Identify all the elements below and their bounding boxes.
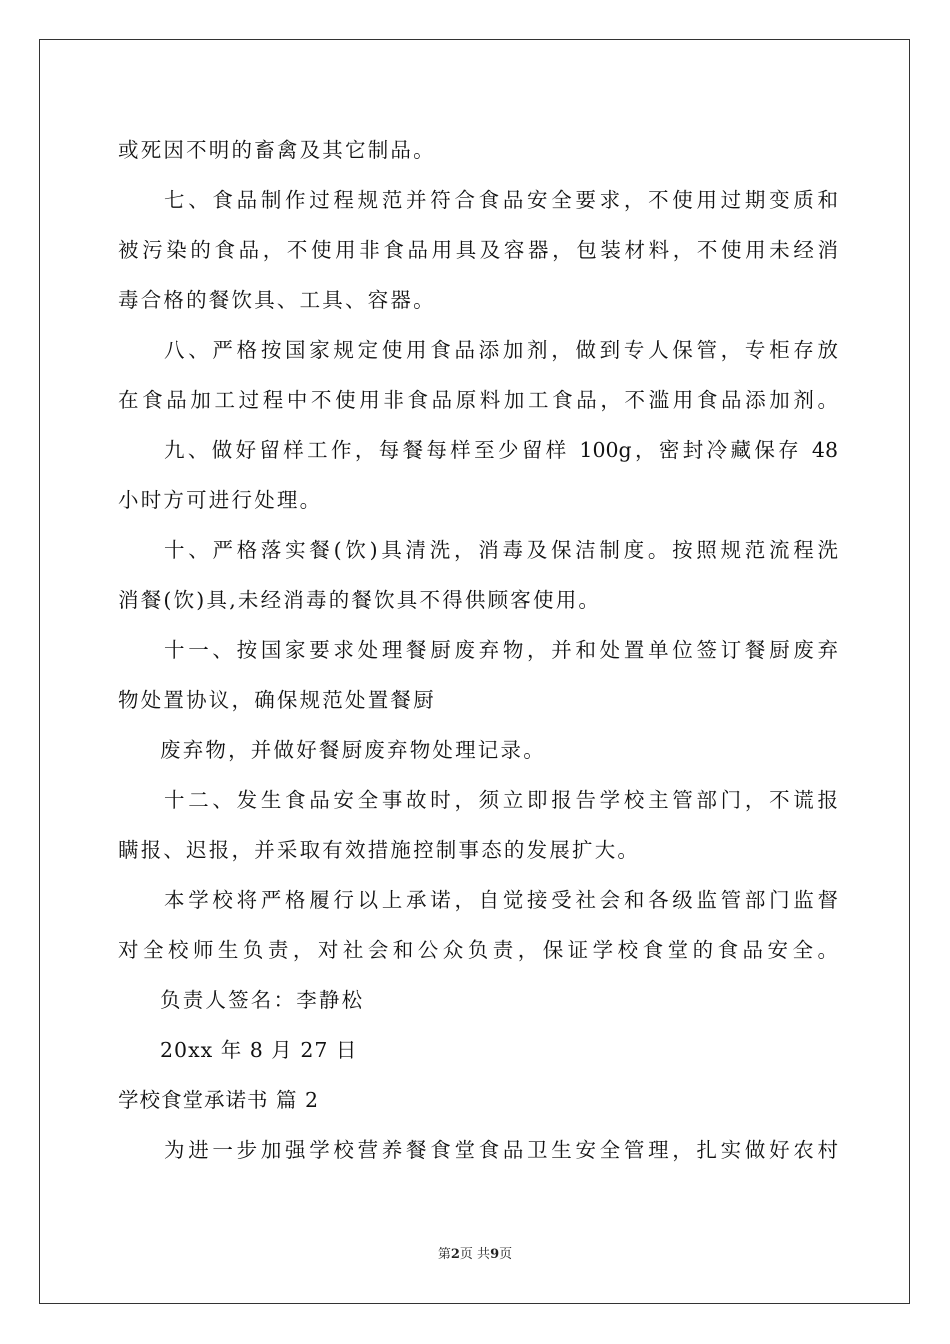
text-line: 废弃物，并做好餐厨废弃物处理记录。 (160, 738, 546, 762)
footer-label: 第 (437, 1247, 451, 1262)
page-footer (0, 1246, 950, 1264)
footer-label: 页 共 (459, 1247, 491, 1262)
text-line: 被污染的食品，不使用非食品用具及容器，包装材料，不使用未经消 (118, 238, 838, 262)
text-line: 物处置协议，确保规范处置餐厨 (118, 688, 436, 712)
text-line: 消餐(饮)具,未经消毒的餐饮具不得供顾客使用。 (118, 588, 602, 612)
text-line: 小时方可进行处理。 (118, 488, 323, 512)
footer-label: 页 (499, 1247, 513, 1262)
text-line: 八、严格按国家规定使用食品添加剂，做到专人保管，专柜存放 (164, 338, 838, 362)
date-line: 20xx 年 8 月 27 日 (160, 1038, 358, 1062)
text-line: 在食品加工过程中不使用非食品原料加工食品，不滥用食品添加剂。 (118, 388, 838, 412)
text-line: 十一、按国家要求处理餐厨废弃物，并和处置单位签订餐厨废弃 (164, 638, 838, 662)
text-line: 毒合格的餐饮具、工具、容器。 (118, 288, 436, 312)
text-line: 十、严格落实餐(饮)具清洗，消毒及保洁制度。按照规范流程洗 (164, 538, 838, 562)
text-line: 或死因不明的畜禽及其它制品。 (118, 138, 436, 162)
page-number: 2 (450, 1247, 460, 1262)
signature-line: 负责人签名：李静松 (160, 988, 365, 1012)
text-line: 十二、发生食品安全事故时，须立即报告学校主管部门，不谎报 (164, 788, 838, 812)
section-heading: 学校食堂承诺书 篇 2 (118, 1088, 320, 1112)
text-line: 瞒报、迟报，并采取有效措施控制事态的发展扩大。 (118, 838, 641, 862)
text-line: 本学校将严格履行以上承诺，自觉接受社会和各级监管部门监督 (164, 888, 838, 912)
text-line: 七、食品制作过程规范并符合食品安全要求，不使用过期变质和 (164, 188, 838, 212)
text-line: 九、做好留样工作，每餐每样至少留样 100g，密封冷藏保存 48 (164, 438, 838, 462)
text-line: 为进一步加强学校营养餐食堂食品卫生安全管理，扎实做好农村 (164, 1138, 838, 1162)
text-line: 对全校师生负责，对社会和公众负责，保证学校食堂的食品安全。 (118, 938, 838, 962)
total-pages: 9 (490, 1247, 500, 1262)
